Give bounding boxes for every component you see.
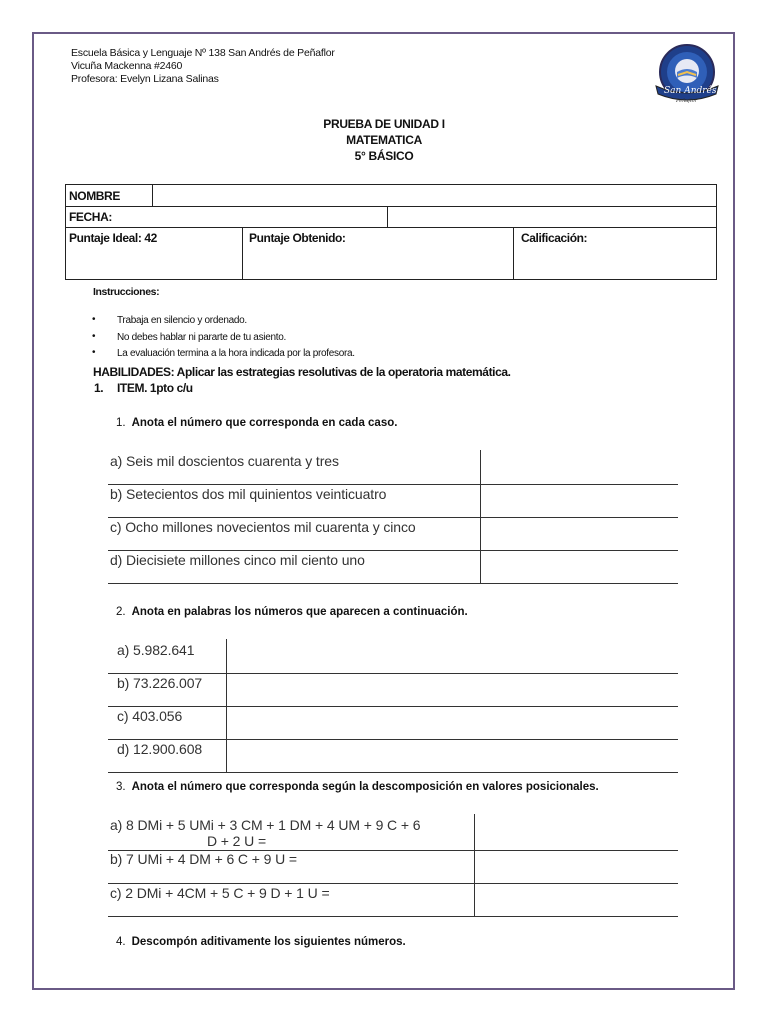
q2-row-a: a) 5.982.641 xyxy=(117,642,195,658)
school-name: Escuela Básica y Lenguaje Nº 138 San Andrés de Peñaflor xyxy=(71,47,335,59)
instruction-item: No debes hablar ni pararte de tu asiento. xyxy=(117,332,286,343)
q1-title-text: Anota el número que corresponda en cada caso. xyxy=(131,417,398,429)
q3-title-text: Anota el número que corresponda según la descomposición en valores posicionales. xyxy=(131,781,599,793)
q2-answer-d[interactable] xyxy=(228,741,678,771)
habilidades-text: HABILIDADES: Aplicar las estrategias resolutivas de la operatoria matemática. xyxy=(93,365,511,379)
logo-text-top: San Andrés xyxy=(664,86,717,96)
school-address: Vicuña Mackenna #2460 xyxy=(71,60,183,72)
item-number: 1. xyxy=(94,381,104,395)
q1-number: 1. xyxy=(116,417,126,429)
q1-row-c: c) Ocho millones novecientos mil cuarenta y cinco xyxy=(110,519,416,535)
q2-answer-b[interactable] xyxy=(228,675,678,705)
bullet-icon: • xyxy=(92,347,96,358)
teacher-name: Profesora: Evelyn Lizana Salinas xyxy=(71,73,219,85)
instruction-item: Trabaja en silencio y ordenado. xyxy=(117,315,247,326)
item-label: ITEM. 1pto c/u xyxy=(117,381,193,395)
q1-row-d: d) Diecisiete millones cinco mil ciento uno xyxy=(110,552,365,568)
nombre-label: NOMBRE xyxy=(69,189,120,203)
q3-answer-a[interactable] xyxy=(476,816,678,848)
test-title: PRUEBA DE UNIDAD I xyxy=(323,117,445,131)
q1-answer-c[interactable] xyxy=(482,519,678,549)
grade-title: 5° BÁSICO xyxy=(354,149,414,163)
q4-title xyxy=(116,936,406,948)
q3-answer-c[interactable] xyxy=(476,885,678,915)
instruction-item: La evaluación termina a la hora indicada por la profesora. xyxy=(117,348,355,359)
q4-number: 4. xyxy=(116,936,126,948)
q2-answer-a[interactable] xyxy=(228,641,678,671)
puntaje-obtenido-label: Puntaje Obtenido: xyxy=(249,231,346,245)
q3-row-a-cont: D + 2 U = xyxy=(207,833,267,849)
q1-answer-d[interactable] xyxy=(482,552,678,582)
school-logo xyxy=(650,42,724,108)
q2-title-text: Anota en palabras los números que aparecen a continuación. xyxy=(131,606,468,618)
q2-title xyxy=(116,606,468,618)
fecha-field[interactable] xyxy=(126,207,384,226)
instructions-heading: Instrucciones: xyxy=(93,286,160,298)
bullet-icon: • xyxy=(92,314,96,325)
student-info-table xyxy=(65,184,717,280)
q2-number: 2. xyxy=(116,606,126,618)
q2-answer-c[interactable] xyxy=(228,708,678,738)
q4-title-text: Descompón aditivamente los siguientes números. xyxy=(131,936,406,948)
q2-row-c: c) 403.056 xyxy=(117,708,183,724)
q1-answer-b[interactable] xyxy=(482,486,678,516)
q1-title xyxy=(116,417,397,429)
q3-row-a: a) 8 DMi + 5 UMi + 3 CM + 1 DM + 4 UM + 9 C + 6 xyxy=(110,817,421,833)
q3-row-c: c) 2 DMi + 4CM + 5 C + 9 D + 1 U = xyxy=(110,885,330,901)
q3-column-divider xyxy=(474,814,475,916)
q3-answer-b[interactable] xyxy=(476,852,678,882)
puntaje-ideal-label: Puntaje Ideal: 42 xyxy=(69,231,157,245)
q1-row-a: a) Seis mil doscientos cuarenta y tres xyxy=(110,453,339,469)
bullet-icon: • xyxy=(92,331,96,342)
q3-title xyxy=(116,781,599,793)
logo-text-bottom: Peñaflor xyxy=(676,98,698,104)
q1-row-b: b) Setecientos dos mil quinientos veinticuatro xyxy=(110,486,387,502)
nombre-field[interactable] xyxy=(154,186,712,205)
q3-number: 3. xyxy=(116,781,126,793)
q2-row-b: b) 73.226.007 xyxy=(117,675,203,691)
q1-answer-a[interactable] xyxy=(482,452,678,482)
q2-row-d: d) 12.900.608 xyxy=(117,741,203,757)
fecha-label: FECHA: xyxy=(69,210,112,224)
subject-title: MATEMATICA xyxy=(346,133,422,147)
calificacion-label: Calificación: xyxy=(521,231,588,245)
q3-row-b: b) 7 UMi + 4 DM + 6 C + 9 U = xyxy=(110,851,297,867)
